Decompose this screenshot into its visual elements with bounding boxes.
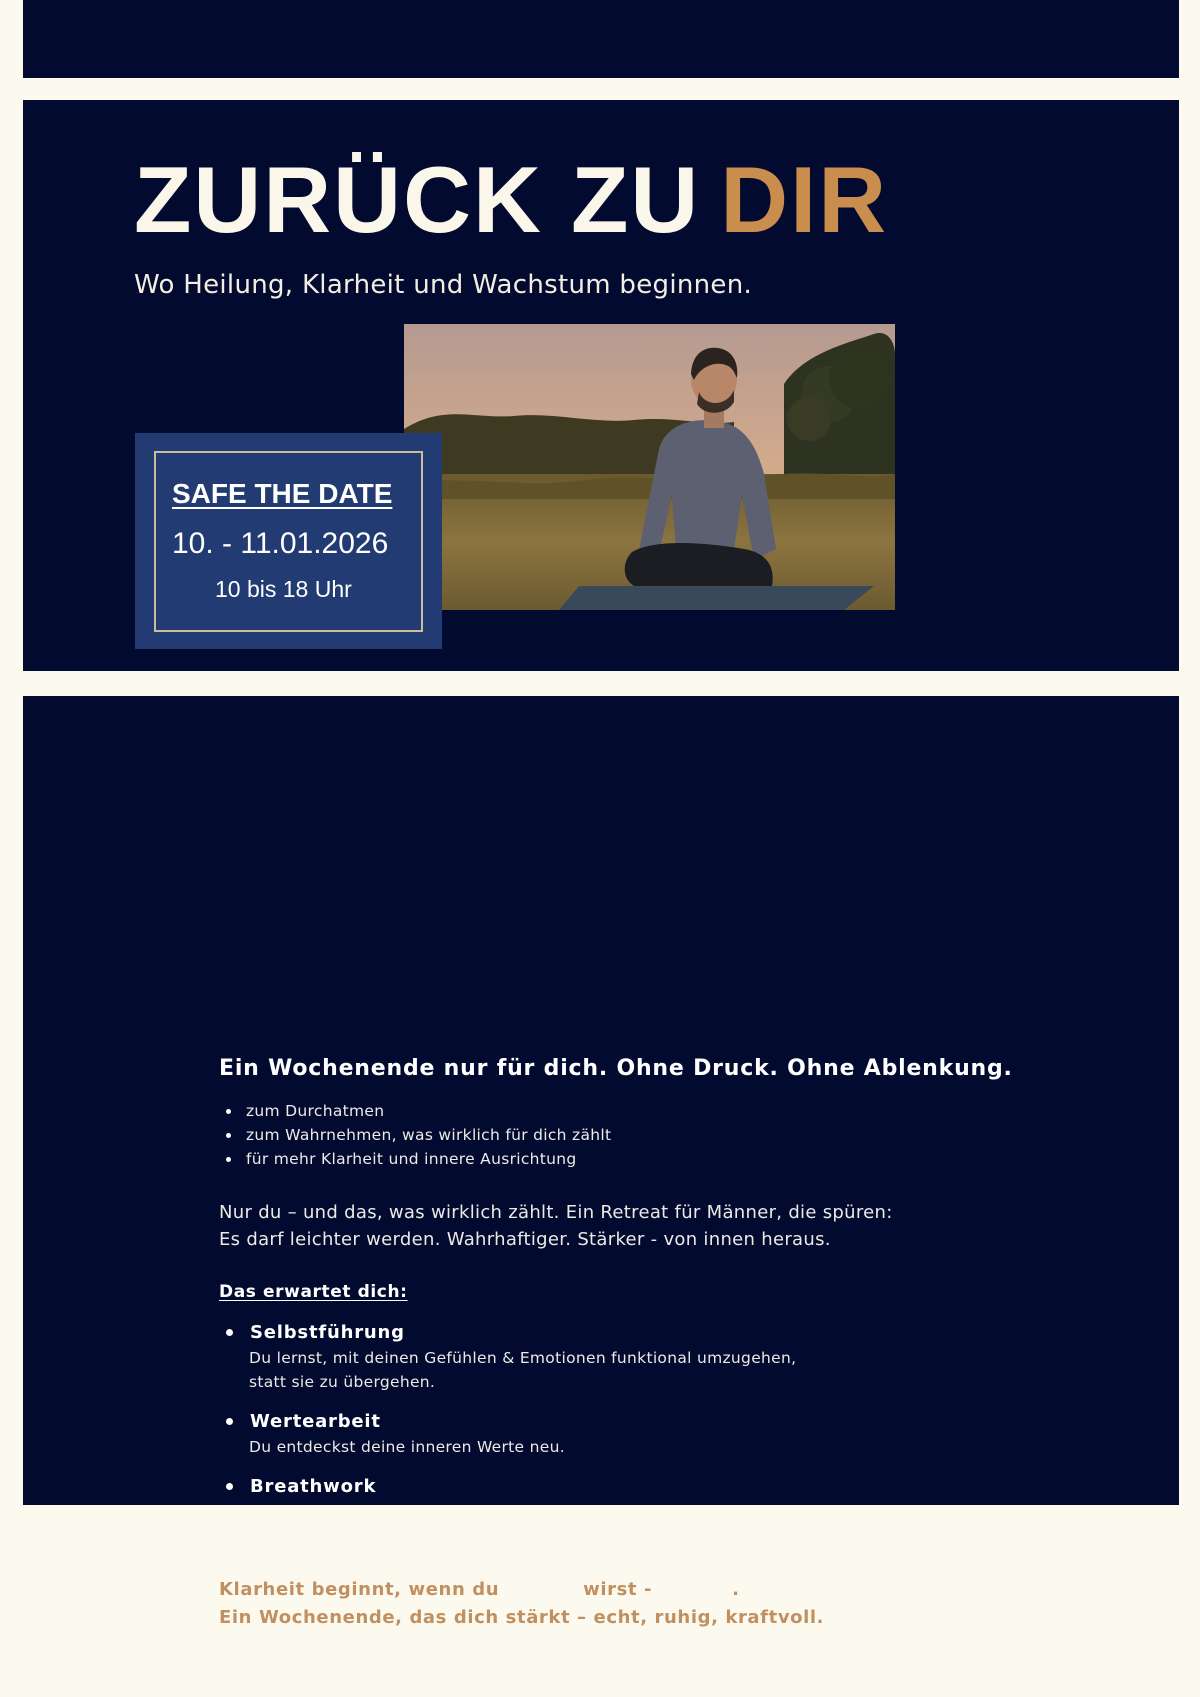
feature-description-line: Du lernst, mit deinen Gefühlen & Emotionen funktional umzugehen,: [249, 1349, 797, 1367]
list-item: zum Wahrnehmen, was wirklich für dich zählt: [222, 1123, 611, 1147]
event-date: 10. - 11.01.2026: [172, 527, 389, 560]
feature-description: [249, 1435, 565, 1459]
list-item: zum Durchatmen: [222, 1099, 611, 1123]
intro-paragraph: [219, 1199, 893, 1253]
hero-photo: [404, 324, 895, 610]
footer-tagline: [219, 1576, 824, 1632]
bullet-dot: [226, 1418, 233, 1425]
footer-text: .: [732, 1579, 740, 1600]
feature-title: Selbstführung: [250, 1322, 405, 1343]
hero-title-accent: DIR: [720, 147, 889, 252]
feature-description-line: statt sie zu übergehen.: [249, 1373, 436, 1391]
list-item: für mehr Klarheit und innere Ausrichtung: [222, 1147, 611, 1171]
hero-title: [134, 147, 889, 252]
expect-heading: Das erwartet dich:: [219, 1282, 408, 1302]
benefits-list: [222, 1099, 611, 1171]
feature-title: Breathwork: [250, 1476, 377, 1497]
save-the-date-heading: SAFE THE DATE: [172, 478, 393, 509]
feature-title: Wertearbeit: [250, 1411, 381, 1432]
header-band: [23, 0, 1179, 78]
footer-text: wirst -: [583, 1579, 653, 1600]
feature-description: [249, 1346, 796, 1394]
hero-subtitle: Wo Heilung, Klarheit und Wachstum beginnen.: [134, 270, 753, 300]
feature-description-line: Du entdeckst deine inneren Werte neu.: [249, 1438, 565, 1456]
hero-title-main: ZURÜCK ZU: [134, 147, 701, 252]
paragraph-line: Nur du – und das, was wirklich zählt. Ein Retreat für Männer, die spüren:: [219, 1202, 893, 1223]
footer-line-1: [219, 1576, 824, 1604]
paragraph-line: Es darf leichter werden. Wahrhaftiger. Stärker - von innen heraus.: [219, 1229, 831, 1250]
bullet-dot: [226, 1329, 233, 1336]
content-heading: Ein Wochenende nur für dich. Ohne Druck. Ohne Ablenkung.: [219, 1056, 1013, 1081]
footer-line-2: Ein Wochenende, das dich stärkt – echt, ruhig, kraftvoll.: [219, 1607, 825, 1628]
event-time: 10 bis 18 Uhr: [215, 576, 352, 602]
save-the-date-card: [135, 433, 442, 649]
bullet-dot: [226, 1483, 233, 1490]
footer-text: Klarheit beginnt, wenn du: [219, 1579, 500, 1600]
meditation-photo-illustration: [404, 324, 895, 610]
